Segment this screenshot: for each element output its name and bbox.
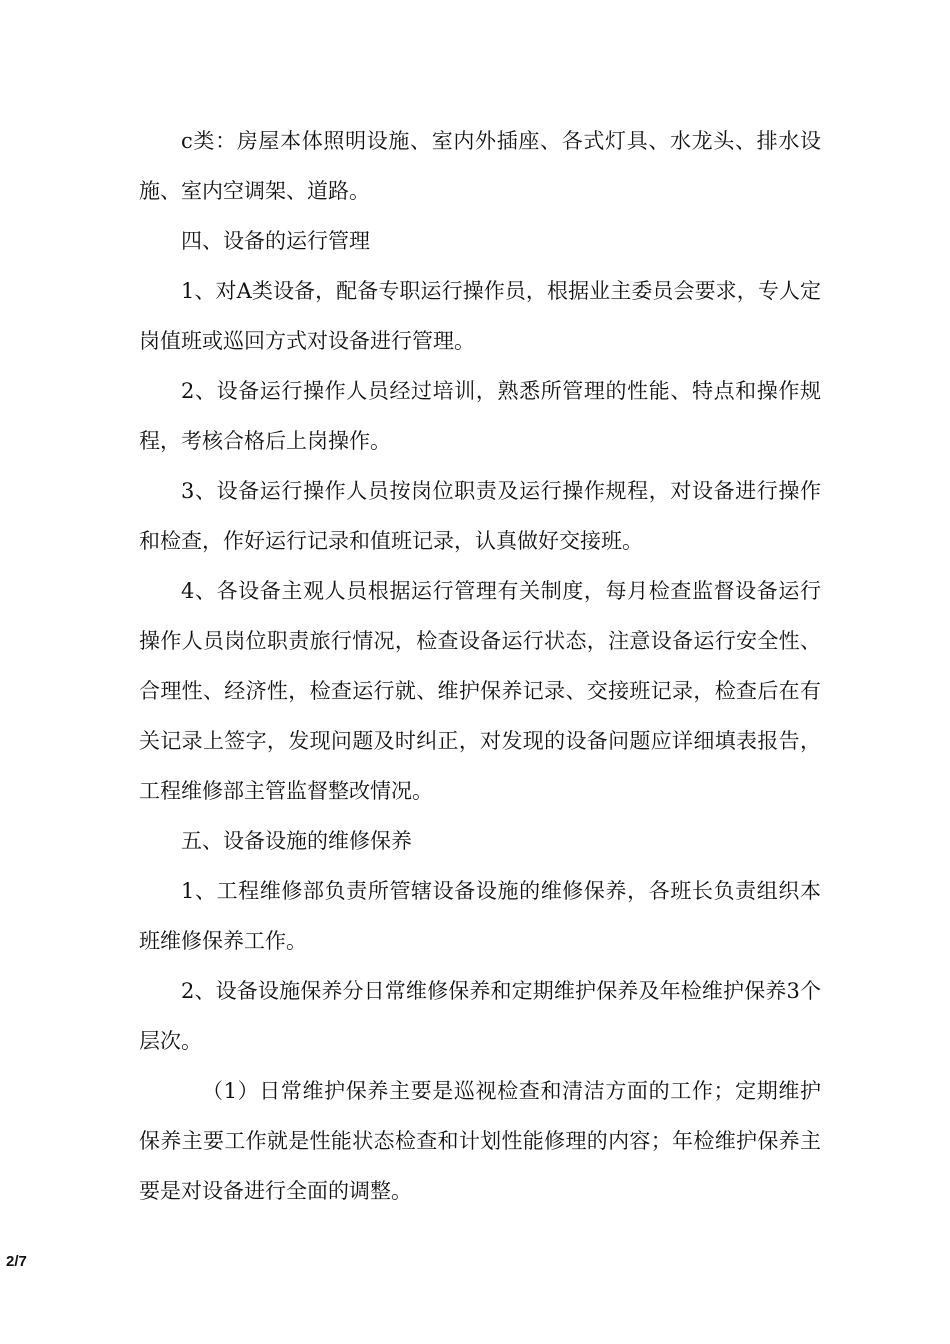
section-heading-maintenance: 五、设备设施的维修保养: [181, 829, 412, 853]
paragraph-item-4: 4、各设备主观人员根据运行管理有关制度，每月检查监督设备运行操作人员岗位职责旅行情况，检查设备运行状态，注意设备运行安全性、合理性、经济性，检查运行就、维护保养记录、交接班记录，检查后在有关记录上签字，发现问题及时纠正，对发现的设备问题应详细填表报告，工程维修部主管监督整改情况。: [139, 579, 821, 803]
paragraph-item-3: 3、设备运行操作人员按岗位职责及运行操作规程，对设备进行操作和检查，作好运行记录和值班记录，认真做好交接班。: [139, 479, 821, 553]
paragraph-subitem-1: （1）日常维护保养主要是巡视检查和清洁方面的工作；定期维护保养主要工作就是性能状态检查和计划性能修理的内容；年检维护保养主要是对设备进行全面的调整。: [139, 1079, 821, 1203]
section-heading-operation-management: 四、设备的运行管理: [181, 229, 370, 253]
page-number: 2/7: [6, 1253, 27, 1270]
paragraph-item-2: 2、设备运行操作人员经过培训，熟悉所管理的性能、特点和操作规程，考核合格后上岗操作。: [139, 379, 821, 453]
paragraph-category-c: c类：房屋本体照明设施、室内外插座、各式灯具、水龙头、排水设施、室内空调架、道路。: [139, 129, 821, 203]
paragraph-maintenance-item-2: 2、设备设施保养分日常维修保养和定期维护保养及年检维护保养3个层次。: [139, 979, 821, 1053]
paragraph-item-1: 1、对A类设备，配备专职运行操作员，根据业主委员会要求，专人定岗值班或巡回方式对设备进行管理。: [139, 279, 821, 353]
document-body: [139, 116, 821, 1216]
paragraph-maintenance-item-1: 1、工程维修部负责所管辖设备设施的维修保养，各班长负责组织本班维修保养工作。: [139, 879, 821, 953]
